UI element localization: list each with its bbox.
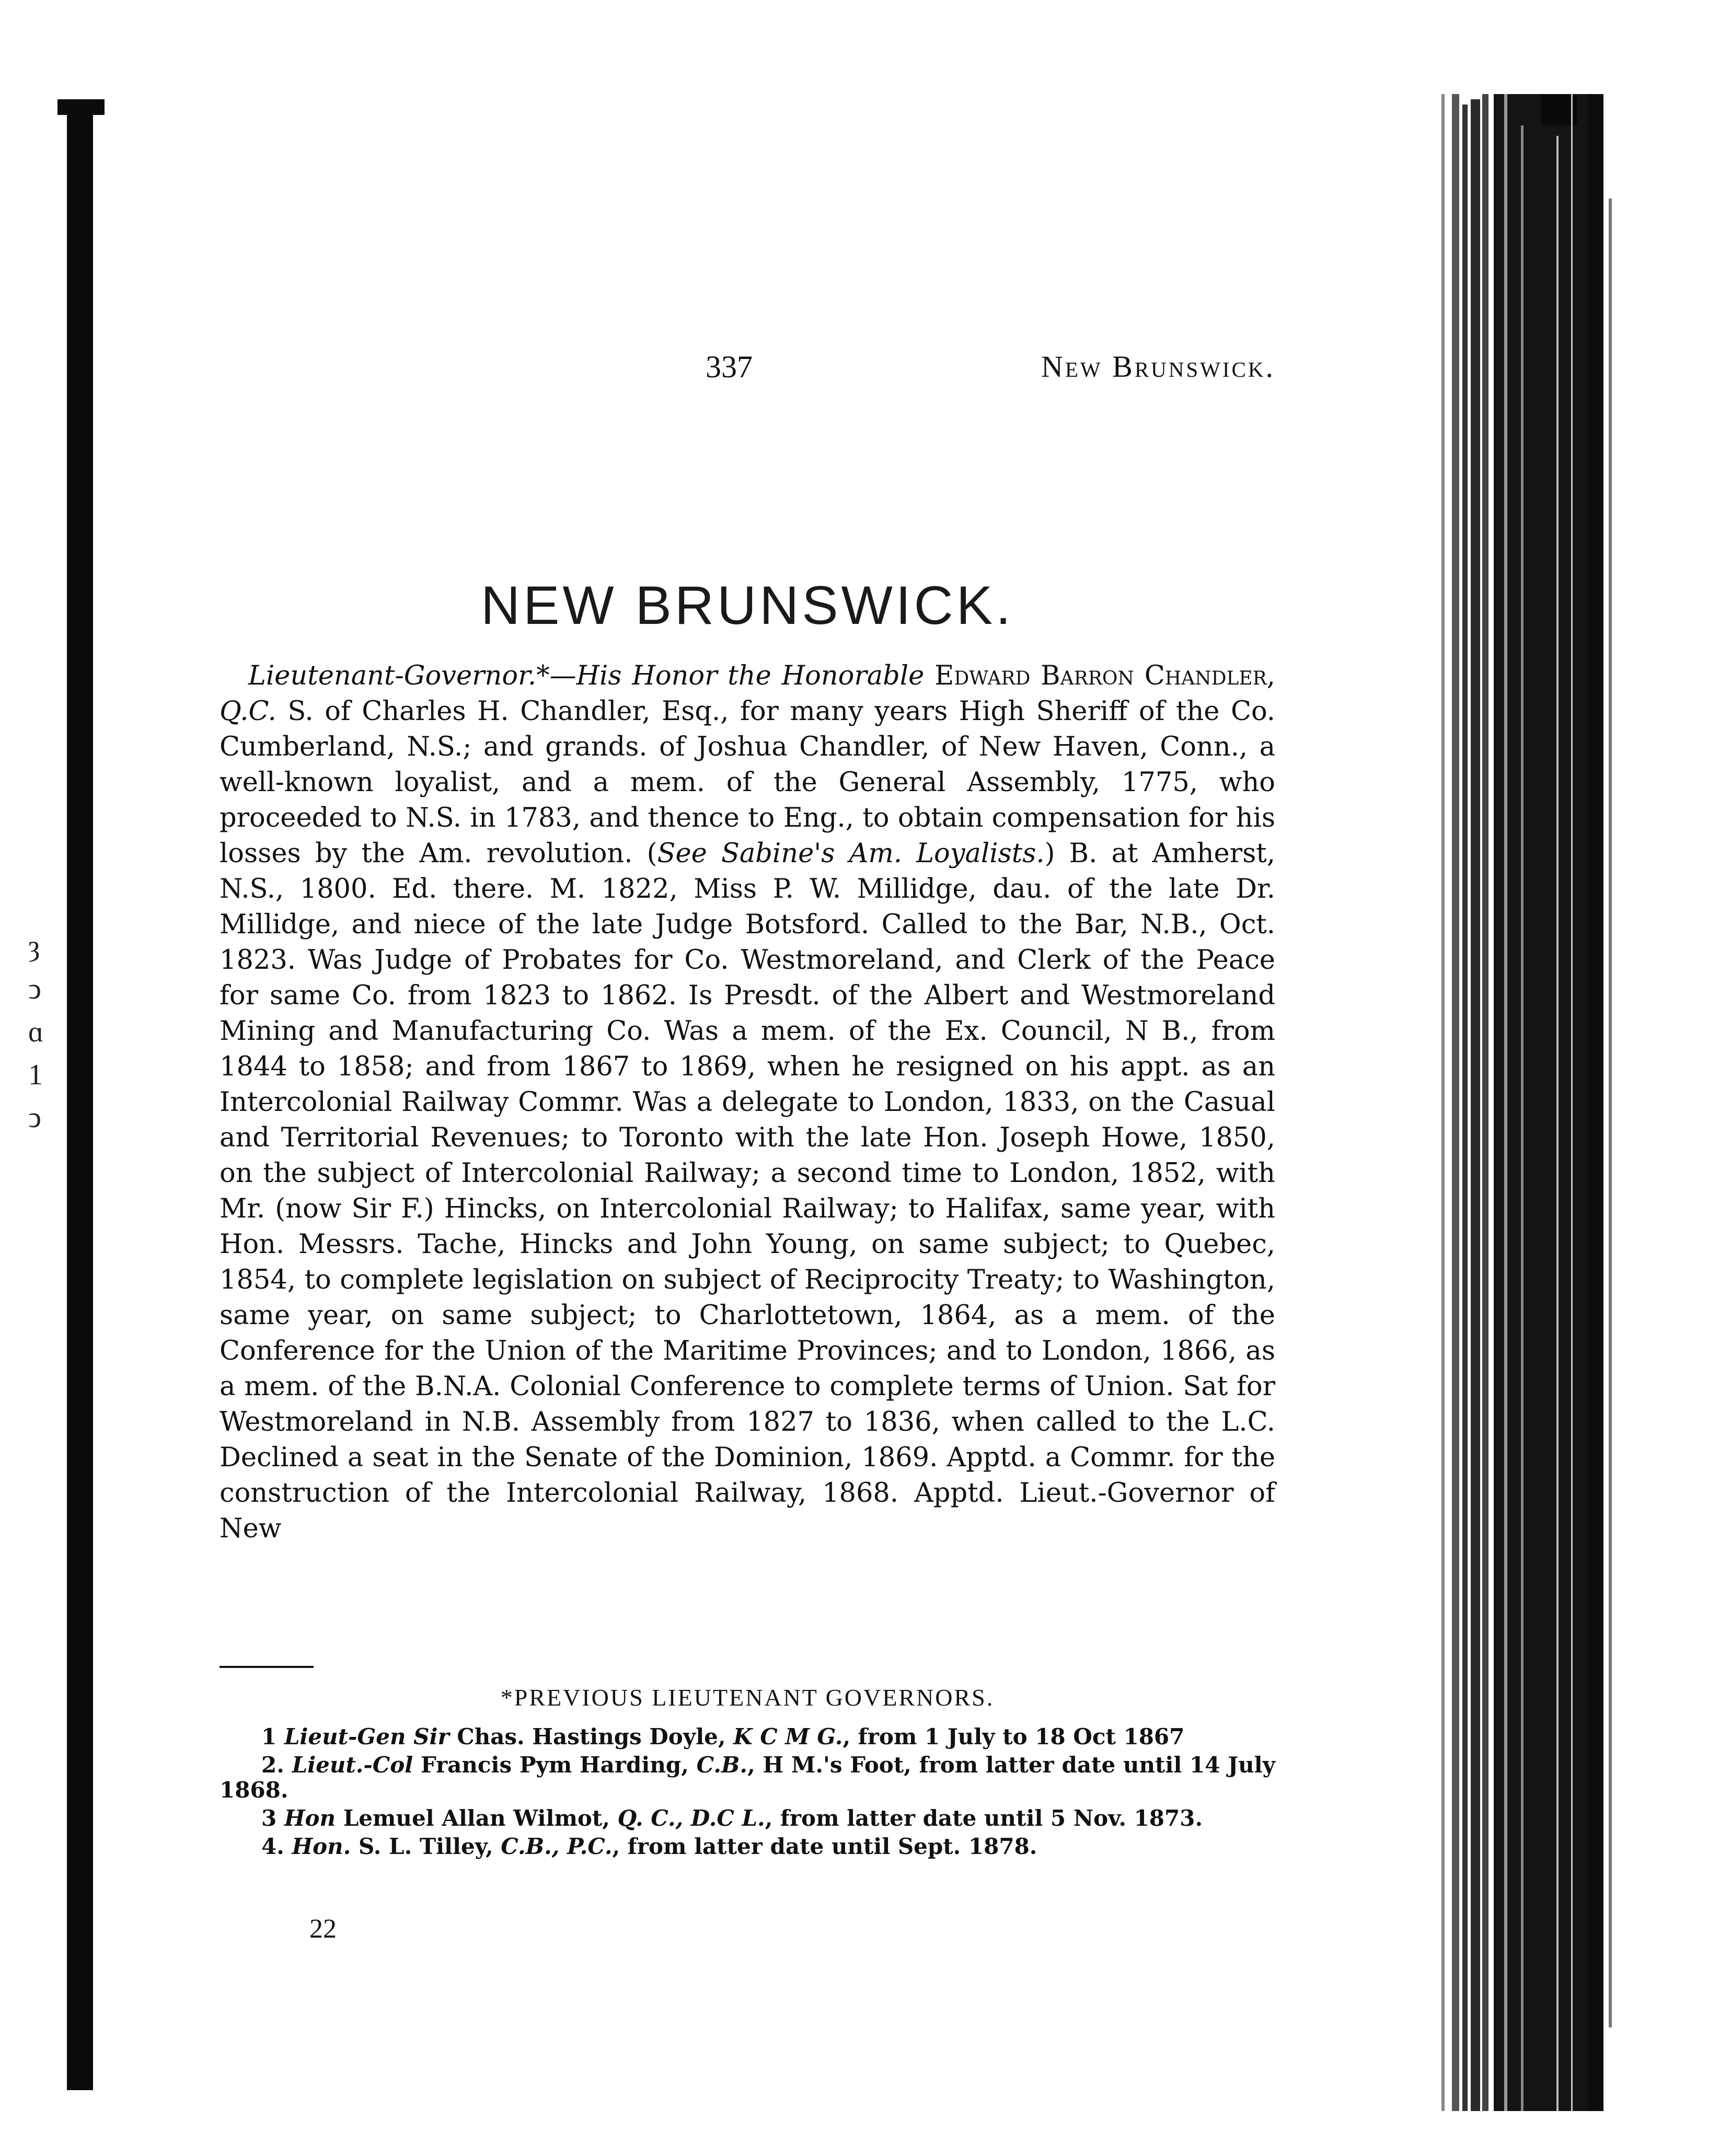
margin-mark: ɑ [28,1016,44,1048]
margin-marks [28,925,49,1139]
person-surname: Chandler [1144,660,1267,691]
footnote-name: S. L. Tilley, [351,1834,501,1859]
footnote-item [220,1806,1275,1831]
margin-mark: ↄ [28,1102,41,1134]
footnote-name: Lemuel Allan Wilmot, [336,1805,618,1831]
biography-text-part-2: ) B. at Amherst, N.S., 1800. Ed. there. M. 1822, Miss P. W. Millidge, dau. of the late Dr. Millidge, and niece of the late Judge Botsford. Called to the Bar, N.B., Oct. 1823. Was Judge of Probates for Co. Westmoreland, and Clerk of the Peace for same Co. from 1823 to 1862. Is Presdt. of the Albert and Westmoreland Mining and Manufacturing Co. Was a mem. of the Ex. Council, N B., from 1844 to 1858; and from 1867 to 1869, when he resigned on his appt. as an Intercolonial Railway Commr. Was a delegate to London, 1833, on the Casual and Territorial Revenues; to Toronto with the late Hon. Joseph Howe, 1850, on the subject of Intercolonial Railway; a second time to London, 1852, with Mr. (now Sir F.) Hincks, on Intercolonial Railway; to Halifax, same year, with Hon. Messrs. Tache, Hincks and John Young, on same subject; to Quebec, 1854, to complete legislation on subject of Reciprocity Treaty; to Washington, same year, on same subject; to Charlottetown, 1864, as a mem. of the Conference for the Union of the Maritime Provinces; and to London, 1866, as a mem. of the B.N.A. Colonial Conference to complete terms of Union. Sat for Westmoreland in N.B. Assembly from 1827 to 1836, when called to the L.C. Declined a seat in the Senate of the Dominion, 1869. Apptd. a Commr. for the construction of the Intercolonial Railway, 1868. Apptd. Lieut.-Governor of New [220,838,1275,1544]
margin-mark: 1 [28,1059,43,1091]
footnote-item [220,1753,1275,1803]
biography-paragraph: Lieutenant-Governor.*—His Honor the Honorable Edward Barron Chandler, Q.C. S. of Charles H. Chandler, Esq., for many years High Sheriff of the Co. Cumberland, N.S.; and grands. of Joshua Chandler, of New Haven, Conn., a well-known loyalist, and a mem. of the General Assembly, 1775, who proceeded to N.S. in 1783, and thence to Eng., to obtain compensation for his losses by the Am. revolution. (See Sabine's Am. Loyalists.) B. at Amherst, N.S., 1800. Ed. there. M. 1822, Miss P. W. Millidge, dau. of the late Dr. Millidge, and niece of the late Judge Botsford. Called to the Bar, N.B., Oct. 1823. Was Judge of Probates for Co. Westmoreland, and Clerk of the Peace for same Co. from 1823 to 1862. Is Presdt. of the Albert and Westmoreland Mining and Manufacturing Co. Was a mem. of the Ex. Council, N B., from 1844 to 1858; and from 1867 to 1869, when he resigned on his appt. as an Intercolonial Railway Commr. Was a delegate to London, 1833, on the Casual and Territorial Revenues; to Toronto with the late Hon. Joseph Howe, 1850, on the subject of Intercolonial Railway; a second time to London, 1852, with Mr. (now Sir F.) Hincks, on Intercolonial Railway; to Halifax, same year, with Hon. Messrs. Tache, Hincks and John Young, on same subject; to Quebec, 1854, to complete legislation on subject of Reciprocity Treaty; to Washington, same year, on same subject; to Charlottetown, 1864, as a mem. of the Conference for the Union of the Maritime Provinces; and to London, 1866, as a mem. of the B.N.A. Colonial Conference to complete terms of Union. Sat for Westmoreland in N.B. Assembly from 1827 to 1836, when called to the L.C. Declined a seat in the Senate of the Dominion, 1869. Apptd. a Commr. for the construction of the Intercolonial Railway, 1868. Apptd. Lieut.-Governor of New [220,660,1276,1544]
footnote-item [220,1724,1275,1749]
footnote-name: Francis Pym Harding, [413,1752,697,1778]
footnote-number: 2. [261,1752,284,1778]
biography-text-part-1: S. of Charles H. Chandler, Esq., for many years High Sheriff of the Co. Cumberland, N.S.; and grands. of Joshua Chandler, of New Haven, Conn., a well-known loyalist, and a mem. of the General Assembly, 1775, who proceeded to N.S. in 1783, and thence to Eng., to obtain compensation for his losses by the Am. revolution. ( [220,696,1275,869]
footnote-title: Lieut-Gen Sir [284,1724,449,1749]
footnote-dates: , from latter date until 5 Nov. 1873. [765,1805,1203,1831]
page-number: 337 [706,350,753,384]
footnote-number: 3 [261,1805,277,1831]
honorific: —His Honor the Honorable [549,660,935,691]
person-first-names: Edward Barron [934,660,1134,691]
footnote-title: Hon. [292,1834,351,1859]
right-page-edge [1431,94,1630,2111]
footnote-honour: Q. C., D.C L. [617,1805,765,1831]
margin-mark: ↄ [28,973,41,1005]
footnote-number: 1 [261,1724,277,1749]
footnote-heading: *PREVIOUS LIEUTENANT GOVERNORS. [500,1684,995,1711]
running-title: New Brunswick. [1041,350,1275,384]
footnote-name: Chas. Hastings Doyle, [449,1724,734,1749]
left-binding-edge-cap [57,99,105,115]
footnote-dates: , from 1 July to 18 Oct 1867 [843,1724,1185,1749]
footnote-dates: , from latter date until Sept. 1878. [612,1834,1037,1859]
see-reference: See Sabine's Am. Loyalists. [657,838,1045,869]
footnote-list [220,1724,1275,1862]
footnote-dates: , H M.'s Foot, from latter date until 14 July 1868. [220,1752,1275,1803]
footnote-number: 4. [261,1834,284,1859]
footnote-honour: K C M G. [733,1724,843,1749]
signature-mark: 22 [309,1914,337,1944]
page-title: NEW BRUNSWICK. [481,575,1014,636]
post-nominal: Q.C. [220,696,276,727]
footnote-honour: C.B., P.C. [501,1834,613,1859]
running-head [220,349,1275,391]
office-title: Lieutenant-Governor.* [248,660,550,691]
footnote-item [220,1834,1275,1859]
footnote-honour: C.B. [696,1752,748,1778]
footnote-title: Lieut.-Col [292,1752,413,1778]
footnote-title: Hon [284,1805,336,1831]
left-binding-edge [67,99,93,2090]
footnote-rule [220,1666,314,1668]
margin-mark: ȝ [28,930,40,963]
